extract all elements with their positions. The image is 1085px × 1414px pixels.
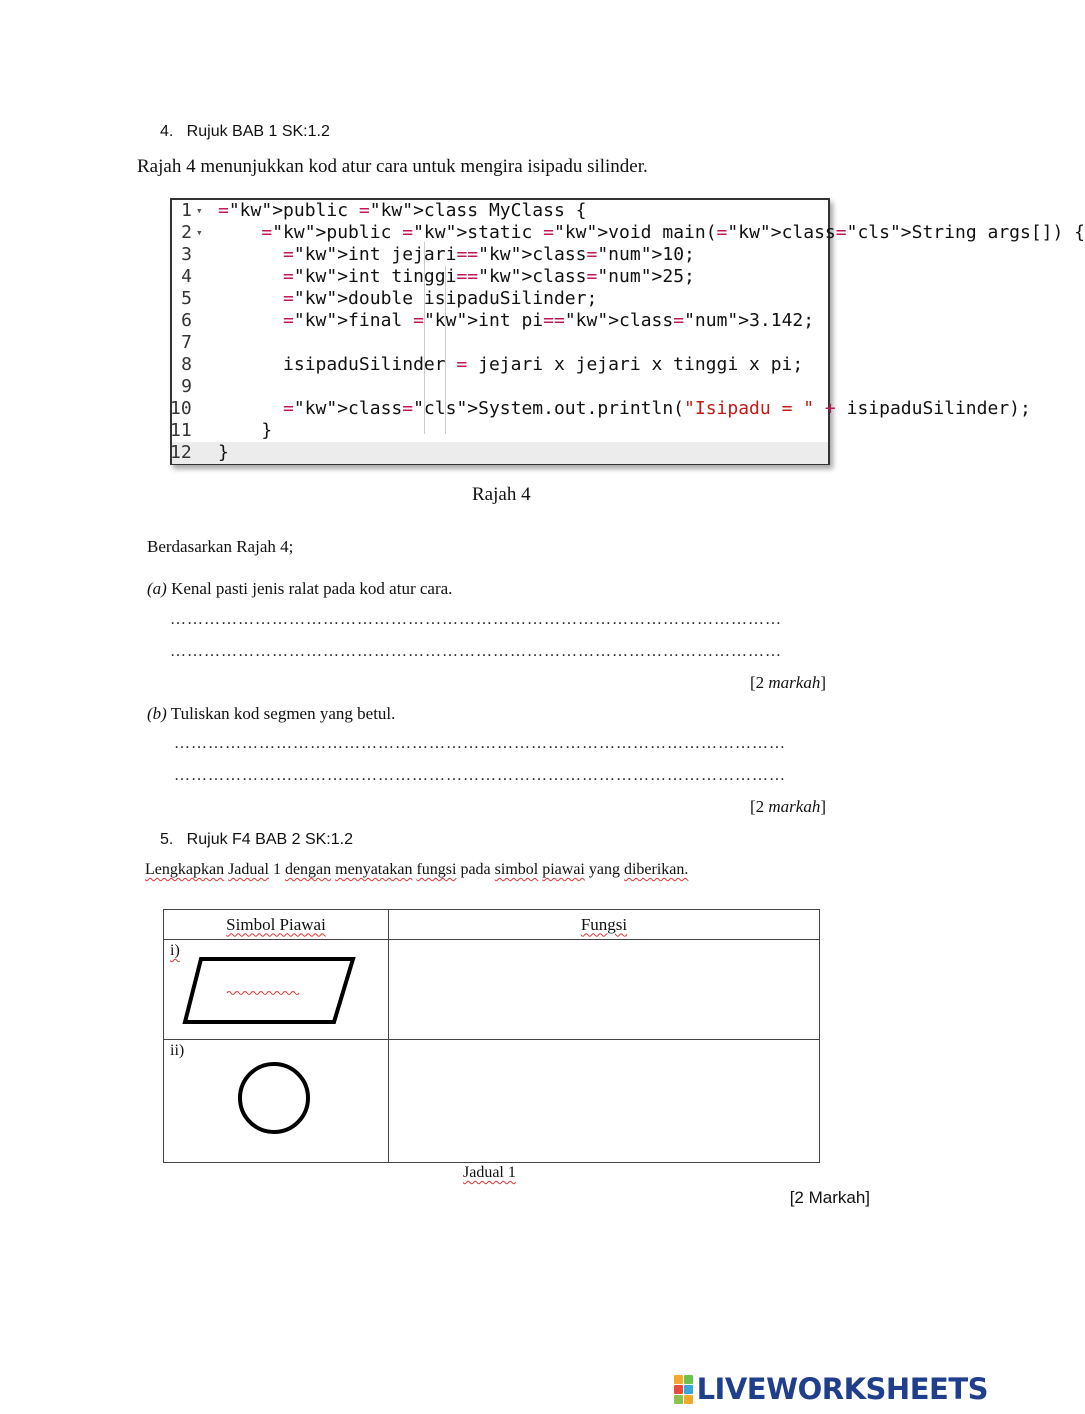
intro-word: piawai (542, 861, 585, 878)
table-caption: Jadual 1 (463, 1164, 516, 1181)
intro-word: Lengkapkan (145, 861, 225, 878)
code-text: } (218, 420, 273, 441)
code-text: ="kw">int jejari=="kw">class="num">10; (283, 244, 695, 265)
code-text: ="kw">class="cls">System.out.println("Isipadu = " + isipaduSilinder); (283, 398, 1031, 419)
code-text: } (218, 442, 229, 463)
question-5-intro (145, 861, 688, 879)
answer-line-b2[interactable]: ……………………………………………………………………………………………… (174, 767, 786, 784)
header-fungsi: Fungsi (389, 910, 820, 940)
part-b-marks: [2 markah] (749, 797, 826, 816)
part-a-question (147, 579, 452, 599)
line-number: 11 (170, 420, 192, 441)
code-line (172, 244, 828, 266)
code-line (172, 310, 828, 332)
figure-caption: Rajah 4 (472, 484, 531, 505)
question-5-heading: 5. Rujuk F4 BAB 2 SK:1.2 (160, 831, 353, 848)
fungsi-answer-ii[interactable] (389, 1040, 820, 1163)
fold-arrow-icon[interactable]: ▾ (196, 226, 203, 239)
line-number: 4 (181, 266, 192, 287)
fungsi-answer-i[interactable] (389, 940, 820, 1040)
code-line (172, 266, 828, 288)
line-number: 7 (181, 332, 192, 353)
part-a-label: (a) (147, 579, 167, 598)
line-number: 2 (181, 222, 192, 243)
line-number: 8 (181, 354, 192, 375)
fold-arrow-icon[interactable]: ▾ (196, 204, 203, 217)
question-4-intro: Rajah 4 menunjukkan kod atur cara untuk mengira isipadu silinder. (137, 156, 648, 177)
code-line (172, 222, 1085, 244)
intro-word: diberikan. (623, 861, 689, 878)
intro-word: yang (588, 861, 620, 878)
code-line (172, 332, 828, 354)
line-number: 10 (170, 398, 192, 419)
line-number: 1 (181, 200, 192, 221)
symbol-cell-i (164, 940, 389, 1040)
code-listing (170, 198, 1085, 465)
code-line (172, 354, 828, 376)
part-b-label: (b) (147, 704, 167, 723)
answer-line-b1[interactable]: ……………………………………………………………………………………………… (174, 735, 786, 752)
row-label: ii) (170, 1042, 185, 1059)
symbol-cell-ii (164, 1040, 389, 1163)
liveworksheets-logo (674, 1372, 988, 1406)
intro-word: dengan (284, 861, 332, 878)
code-line (172, 288, 828, 310)
answer-line-a2[interactable]: ……………………………………………………………………………………………… (170, 643, 782, 660)
code-line (172, 200, 828, 222)
intro-word: 1 (272, 861, 281, 878)
code-line (170, 398, 1031, 420)
question-5-marks: [2 Markah] (789, 1188, 870, 1207)
intro-word: Jadual (228, 861, 269, 878)
question-4-heading: 4. Rujuk BAB 1 SK:1.2 (160, 123, 330, 140)
parallelogram-input-output-icon (164, 940, 388, 1039)
part-a-marks: [2 markah] (749, 673, 826, 692)
part-b-text: Tuliskan kod segmen yang betul. (170, 704, 396, 723)
answer-line-a1[interactable]: ……………………………………………………………………………………………… (170, 611, 782, 628)
table-header-row (164, 910, 820, 940)
circle-connector-icon (164, 1040, 388, 1162)
code-text: ="kw">public ="kw">class MyClass { (218, 200, 587, 221)
intro-word: menyatakan (335, 861, 413, 878)
code-text: ="kw">double isipaduSilinder; (283, 288, 598, 309)
line-number: 12 (170, 442, 192, 463)
code-line (172, 442, 828, 464)
table-row (164, 1040, 820, 1163)
intro-word: simbol (494, 861, 539, 878)
code-text: ="kw">final ="kw">int pi=="kw">class="num">3.142; (283, 310, 815, 331)
code-text: ="kw">public ="kw">static ="kw">void main(="kw">class="cls">String args[]) { (261, 222, 1085, 243)
symbol-table (163, 909, 820, 1163)
part-a-text: Kenal pasti jenis ralat pada kod atur cara. (171, 579, 453, 598)
line-number: 3 (181, 244, 192, 265)
part-b-question (147, 704, 395, 724)
code-line (172, 376, 828, 398)
code-text: ="kw">int tinggi=="kw">class="num">25; (283, 266, 695, 287)
table-row (164, 940, 820, 1040)
line-number: 9 (181, 376, 192, 397)
intro-word: pada (460, 861, 491, 878)
code-line (172, 420, 828, 442)
based-on-text: Berdasarkan Rajah 4; (147, 537, 294, 556)
intro-word: fungsi (416, 861, 457, 878)
line-number: 6 (181, 310, 192, 331)
header-simbol-piawai: Simbol Piawai (164, 910, 389, 940)
liveworksheets-grid-icon (674, 1375, 693, 1404)
liveworksheets-wordmark: LIVEWORKSHEETS (696, 1372, 988, 1406)
line-number: 5 (181, 288, 192, 309)
code-text: isipaduSilinder = jejari x jejari x tinggi x pi; (218, 354, 804, 375)
row-label: i) (170, 942, 180, 959)
